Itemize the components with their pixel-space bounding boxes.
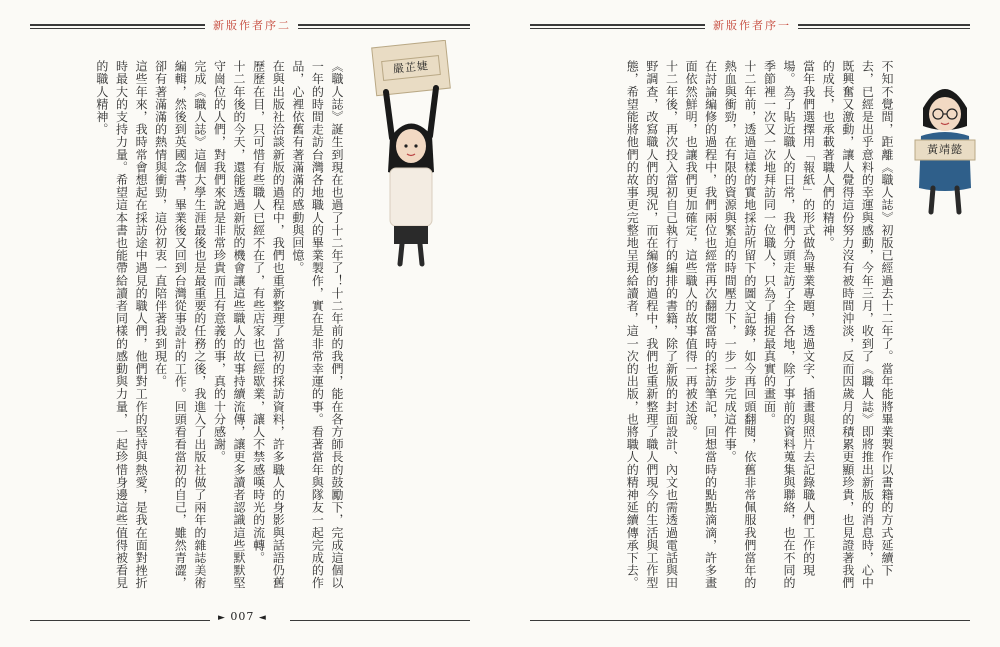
left-page-header: 新版作者序二 [213, 19, 291, 32]
header-rule-right-r-thin [798, 28, 970, 29]
right-page-header: 新版作者序一 [713, 19, 791, 32]
footer-rule-left-2 [290, 620, 470, 621]
nameplate-left: 嚴芷婕 [381, 55, 441, 81]
page-number: ► 007 ◄ [218, 610, 267, 623]
triangle-right-icon: ► [218, 613, 226, 623]
nameplate-right: 黃靖懿 [927, 143, 963, 156]
header-rule-left-r-thin [530, 28, 705, 29]
header-rule-right-r [798, 24, 970, 26]
header-rule-right [298, 24, 470, 26]
right-page-body: 不知不覺間，距離《職人誌》初版已經過去十二年了。當年能將畢業製作以書籍的方式延續下去，已經是出乎意料的幸運與感動，今年三月，收到了《職人誌》即將推出新版的消息時，心中既興奮又激動，讓人覺得這份努力沒有被時間沖淡，反而因歲月的積累更顯珍貴，也見證著我們的成長，也承載著職人們的精神。 當年我們選擇用「報紙」的形式做為畢業專題，透過文字、插畫與照片去記錄職人們工作的現場。為了貼近職人的日常，我們分頭走訪了全台各地，除了事前的資料蒐集與聯絡，也在不同的季節裡一次又一次地拜訪同一位職人，只為了捕捉最真實的畫面。 十二年前，透過這樣的實地採訪所留下的圖文記錄，如今再回頭翻閱，依舊非常佩服我們當年的熱血與衝勁，在有限的資源與緊迫的時間壓力下，一步一步完成這件事。 在討論編修的過程中，我們兩位也經常再次翻閱當時的採訪筆記，回想當時的點點滴滴，許多畫面依然鮮明，也讓我們更加確定，這些職人的故事值得一再被述說。 十二年後，再次投入當初自己執行的編排的書籍，除了新版的封面設計、內文也需透過電話與田野調查，改寫職人們的現況，而在編修的過程中，我們也重新整理了職人們現今的生活與工作型態，希望能將他們的故事更完整地呈現給讀者，這一次的出版，也將職人的精神延續傳承下去。 [625, 60, 894, 590]
right-page [500, 0, 1000, 647]
footer-rule-right [530, 620, 970, 621]
header-rule-left-r [530, 24, 705, 26]
header-rule-left-thin [30, 28, 205, 29]
header-rule-left [30, 24, 205, 26]
left-page-body: 《職人誌》誕生到現在也過了十二年了！十二年前的我們，能在各方師長的鼓勵下，完成這個以一年的時間走訪台灣各地職人的畢業製作，實在是非常幸運的事。看著當年與隊友一起完成的作品，心裡依舊有著滿滿的感動與回憶。 在與出版社洽談新版的過程中，我們也重新整理了當初的採訪資料，許多職人的身影與話語仍舊歷歷在目，只可惜有些職人已經不在了，有些店家也已經歇業，讓人不禁感嘆時光的流轉。 十二年後的今天，還能透過新版的機會讓這些職人的故事持續流傳，讓更多讀者認識這些默默堅守崗位的人們，對我們來說是非常珍貴而且有意義的事，真的十分感謝。 完成《職人誌》這個大學生涯最後也是最重要的任務之後，我進入了出版社做了兩年的雜誌美術編輯，然後到英國念書，畢業後又回到台灣從事設計的工作。回頭看看當初的自己，雖然青澀，卻有著滿滿的熱情與衝勁，這份初衷一直陪伴著我到現在。 這些年來，我時常會想起在採訪途中遇見的職人們，他們對工作的堅持與熱愛，是我在面對挫折時最大的支持力量。希望這本書也能帶給讀者同樣的感動與力量，一起珍惜身邊這些值得被看見的職人精神。 [94, 60, 344, 590]
header-rule-right-thin [298, 28, 470, 29]
footer-rule-left [30, 620, 210, 621]
triangle-left-icon: ◄ [258, 613, 267, 623]
